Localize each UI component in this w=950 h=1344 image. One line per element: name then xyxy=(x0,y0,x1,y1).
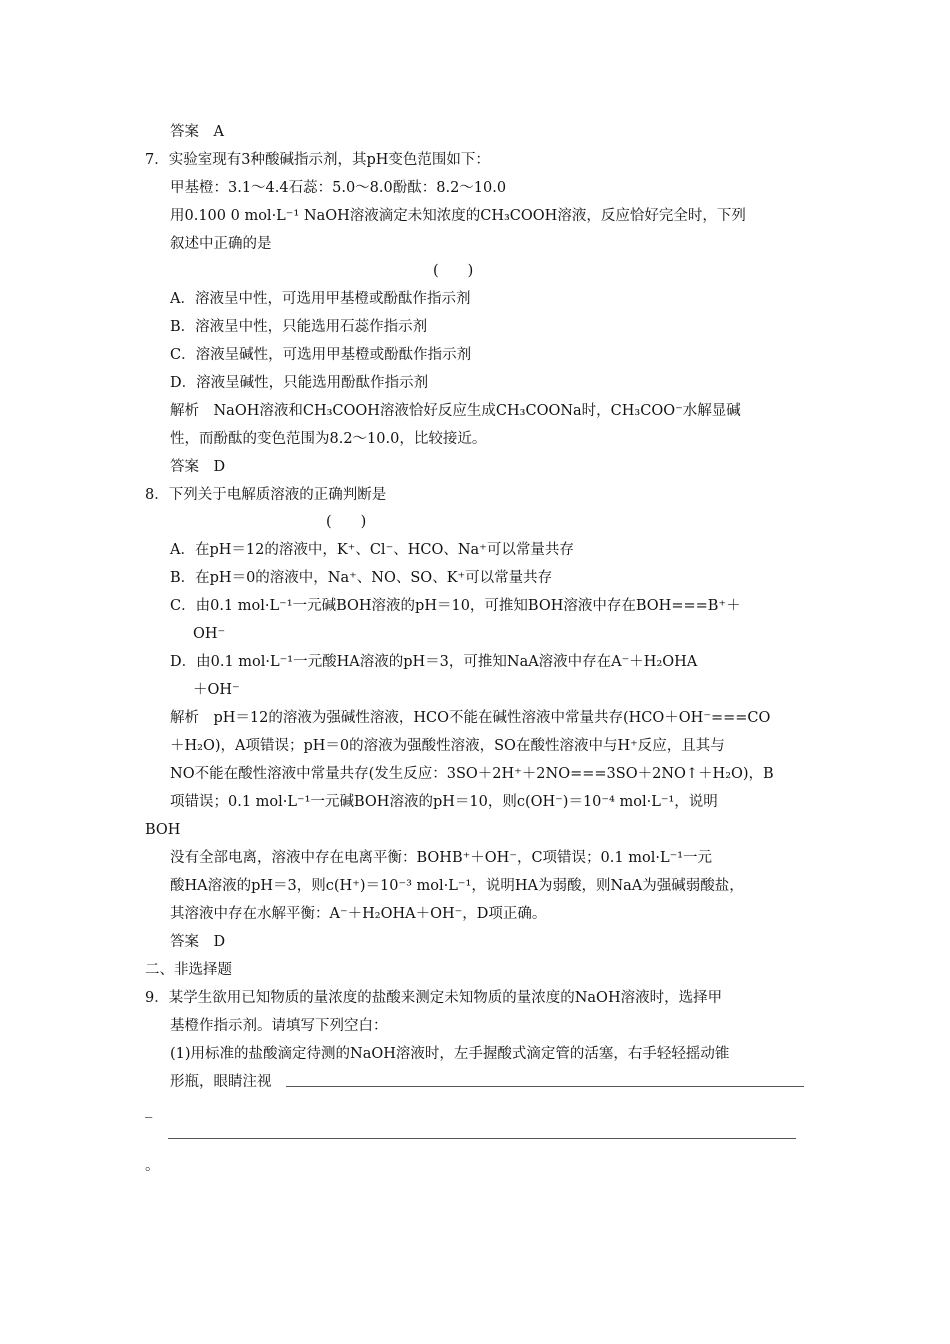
q8-analysis-line: 项错误；0.1 mol·L⁻¹一元碱BOH溶液的pH＝10，则c(OH⁻)＝10⁻⁴ mol·L⁻¹，说明 xyxy=(170,794,718,810)
q8-option-c-line2: OH⁻ xyxy=(193,626,226,642)
q8-option-c-line1: C．由0.1 mol·L⁻¹一元碱BOH溶液的pH＝10，可推知BOH溶液中存在BOH===B⁺＋ xyxy=(170,598,741,614)
q8-option-d-line1: D．由0.1 mol·L⁻¹一元酸HA溶液的pH＝3，可推知NaA溶液中存在A⁻＋H₂OHA xyxy=(170,654,698,670)
q7-bracket: ( ) xyxy=(433,263,474,279)
answer-6: 答案 A xyxy=(170,124,224,140)
q9-part1-line1: (1)用标准的盐酸滴定待测的NaOH溶液时，左手握酸式滴定管的活塞，右手轻轻摇动锥 xyxy=(170,1046,730,1062)
q7-line3: 用0.100 0 mol·L⁻¹ NaOH溶液滴定未知浓度的CH₃COOH溶液，反应恰好完全时，下列 xyxy=(170,208,746,224)
q8-analysis-line: 酸HA溶液的pH＝3，则c(H⁺)＝10⁻³ mol·L⁻¹，说明HA为弱酸，则NaA为强碱弱酸盐， xyxy=(170,878,744,894)
q8-analysis-line: 没有全部电离，溶液中存在电离平衡：BOHB⁺＋OH⁻，C项错误；0.1 mol·L⁻¹一元 xyxy=(170,850,713,866)
q7-option-d: D．溶液呈碱性，只能选用酚酞作指示剂 xyxy=(170,375,429,391)
q8-answer: 答案 D xyxy=(170,934,226,950)
q8-analysis-line: BOH xyxy=(145,822,181,838)
q8-stem: 8．下列关于电解质溶液的正确判断是 xyxy=(145,487,387,503)
q8-bracket: ( ) xyxy=(326,514,367,530)
q8-option-d-line2: ＋OH⁻ xyxy=(193,682,240,698)
q7-stem: 7．实验室现有3种酸碱指示剂，其pH变色范围如下： xyxy=(145,152,490,168)
q9-part1-line2: 形瓶，眼睛注视 xyxy=(170,1074,272,1090)
q8-analysis-line: NO不能在酸性溶液中常量共存(发生反应：3SO＋2H⁺＋2NO===3SO＋2NO↑＋H₂O)，B xyxy=(170,766,774,782)
q7-option-a: A．溶液呈中性，可选用甲基橙或酚酞作指示剂 xyxy=(170,291,471,307)
blank-continuation-mark: _ xyxy=(145,1102,153,1118)
q7-answer: 答案 D xyxy=(170,459,226,475)
q8-option-b: B．在pH＝0的溶液中，Na⁺、NO、SO、K⁺可以常量共存 xyxy=(170,570,553,586)
q7-analysis-2: 性，而酚酞的变色范围为8.2～10.0，比较接近。 xyxy=(170,431,487,447)
q8-analysis-line: 其溶液中存在水解平衡：A⁻＋H₂OHA＋OH⁻，D项正确。 xyxy=(170,906,547,922)
q8-option-a: A．在pH＝12的溶液中，K⁺、Cl⁻、HCO、Na⁺可以常量共存 xyxy=(170,542,574,558)
section-heading: 二、非选择题 xyxy=(145,962,232,978)
q7-analysis-1: 解析 NaOH溶液和CH₃COOH溶液恰好反应生成CH₃COONa时，CH₃COO⁻水解显碱 xyxy=(170,403,741,419)
q9-end-mark: 。 xyxy=(145,1158,160,1174)
q8-analysis-line: ＋H₂O)，A项错误；pH＝0的溶液为强酸性溶液，SO在酸性溶液中与H⁺反应，且其与 xyxy=(170,738,725,754)
answer-blank-line xyxy=(286,1086,804,1087)
q7-option-c: C．溶液呈碱性，可选用甲基橙或酚酞作指示剂 xyxy=(170,347,472,363)
q8-analysis-line: 解析 pH＝12的溶液为强碱性溶液，HCO不能在碱性溶液中常量共存(HCO＋OH⁻===CO xyxy=(170,710,771,726)
q9-stem-line1: 9．某学生欲用已知物质的量浓度的盐酸来测定未知物质的量浓度的NaOH溶液时，选择甲 xyxy=(145,990,723,1006)
q7-option-b: B．溶液呈中性，只能选用石蕊作指示剂 xyxy=(170,319,428,335)
answer-blank-line xyxy=(168,1138,796,1139)
q7-ranges: 甲基橙：3.1～4.4石蕊：5.0～8.0酚酞：8.2～10.0 xyxy=(170,180,507,196)
q9-stem-line2: 基橙作指示剂。请填写下列空白： xyxy=(170,1018,388,1034)
q7-line4: 叙述中正确的是 xyxy=(170,236,272,252)
